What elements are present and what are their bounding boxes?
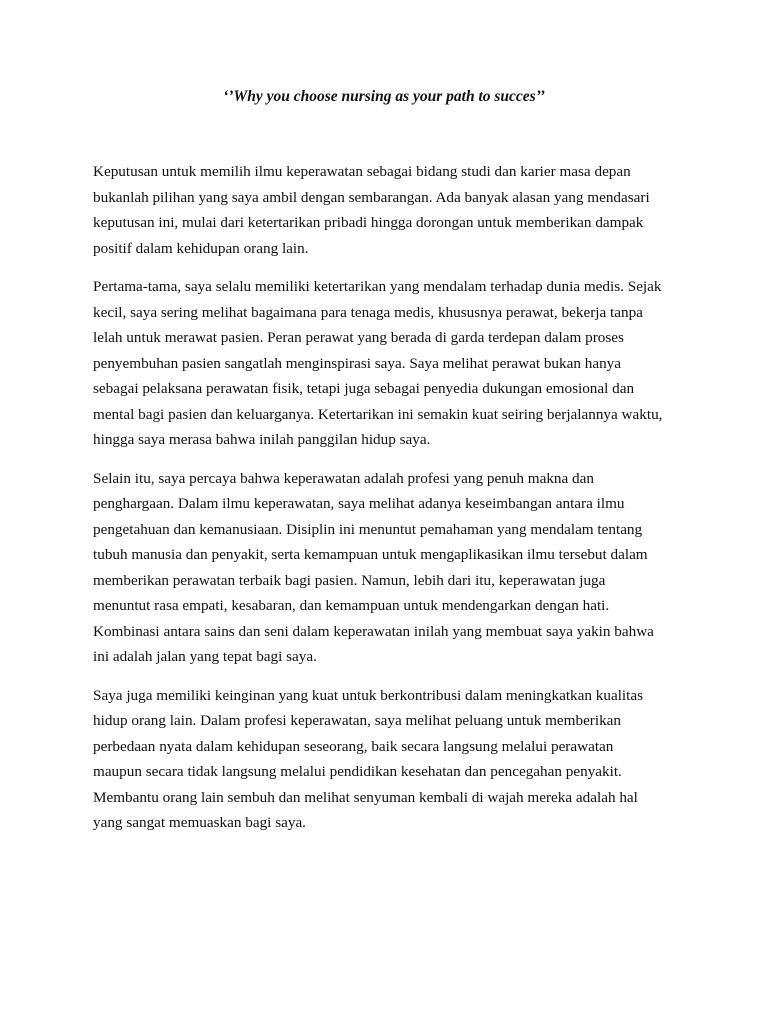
paragraph-contribution <box>93 683 675 836</box>
document-title: ‘’Why you choose nursing as your path to succes’’ <box>223 88 545 105</box>
text-line: Selain itu, saya percaya bahwa keperawatan adalah profesi yang penuh makna dan <box>93 469 594 487</box>
text-line: penghargaan. Dalam ilmu keperawatan, saya melihat adanya keseimbangan antara ilmu <box>93 495 625 512</box>
text-line: mental bagi pasien dan keluarganya. Ketertarikan ini semakin kuat seiring berjalannya waktu, <box>93 405 663 423</box>
text-line: Kombinasi antara sains dan seni dalam keperawatan inilah yang membuat saya yakin bahwa <box>93 622 654 640</box>
text-line: kecil, saya sering melihat bagaimana para tenaga medis, khususnya perawat, bekerja tanpa <box>93 303 643 321</box>
text-line: memberikan perawatan terbaik bagi pasien. Namun, lebih dari itu, keperawatan juga <box>93 571 606 589</box>
text-line: yang sangat memuaskan bagi saya. <box>93 814 306 831</box>
text-line: positif dalam kehidupan orang lain. <box>93 239 309 257</box>
text-line: lelah untuk merawat pasien. Peran perawat yang berada di garda terdepan dalam proses <box>93 329 624 346</box>
text-line: Pertama-tama, saya selalu memiliki ketertarikan yang mendalam terhadap dunia medis. Sejak <box>93 278 662 295</box>
paragraph-meaning <box>93 466 675 670</box>
text-line: keputusan ini, mulai dari ketertarikan pribadi hingga dorongan untuk memberikan dampak <box>93 214 644 231</box>
text-line: perbedaan nyata dalam kehidupan seseorang, baik secara langsung melalui perawatan <box>93 737 614 755</box>
text-line: hidup orang lain. Dalam profesi keperawatan, saya melihat peluang untuk memberikan <box>93 712 622 729</box>
text-line: Saya juga memiliki keinginan yang kuat untuk berkontribusi dalam meningkatkan kualitas <box>93 686 644 704</box>
text-line: hingga saya merasa bahwa inilah panggilan hidup saya. <box>93 431 431 448</box>
text-line: maupun secara tidak langsung melalui pendidikan kesehatan dan pencegahan penyakit. <box>93 763 622 780</box>
paragraph-interest <box>93 274 675 453</box>
text-line: sebagai pelaksana perawatan fisik, tetapi juga sebagai penyedia dukungan emosional dan <box>93 380 635 397</box>
text-line: Keputusan untuk memilih ilmu keperawatan sebagai bidang studi dan karier masa depan <box>93 163 631 180</box>
text-line: Membantu orang lain sembuh dan melihat senyuman kembali di wajah mereka adalah hal <box>93 788 638 806</box>
text-line: bukanlah pilihan yang saya ambil dengan sembarangan. Ada banyak alasan yang mendasari <box>93 188 650 206</box>
text-line: penyembuhan pasien sangatlah menginspirasi saya. Saya melihat perawat bukan hanya <box>93 354 622 372</box>
document-body <box>93 159 675 849</box>
text-line: pengetahuan dan kemanusiaan. Disiplin ini menuntut pemahaman yang mendalam tentang <box>93 520 643 538</box>
text-line: ini adalah jalan yang tepat bagi saya. <box>93 648 317 665</box>
text-line: tubuh manusia dan penyakit, serta kemampuan untuk mengaplikasikan ilmu tersebut dalam <box>93 546 648 563</box>
text-line: menuntut rasa empati, kesabaran, dan kemampuan untuk mendengarkan dengan hati. <box>93 597 610 614</box>
paragraph-intro <box>93 159 675 261</box>
